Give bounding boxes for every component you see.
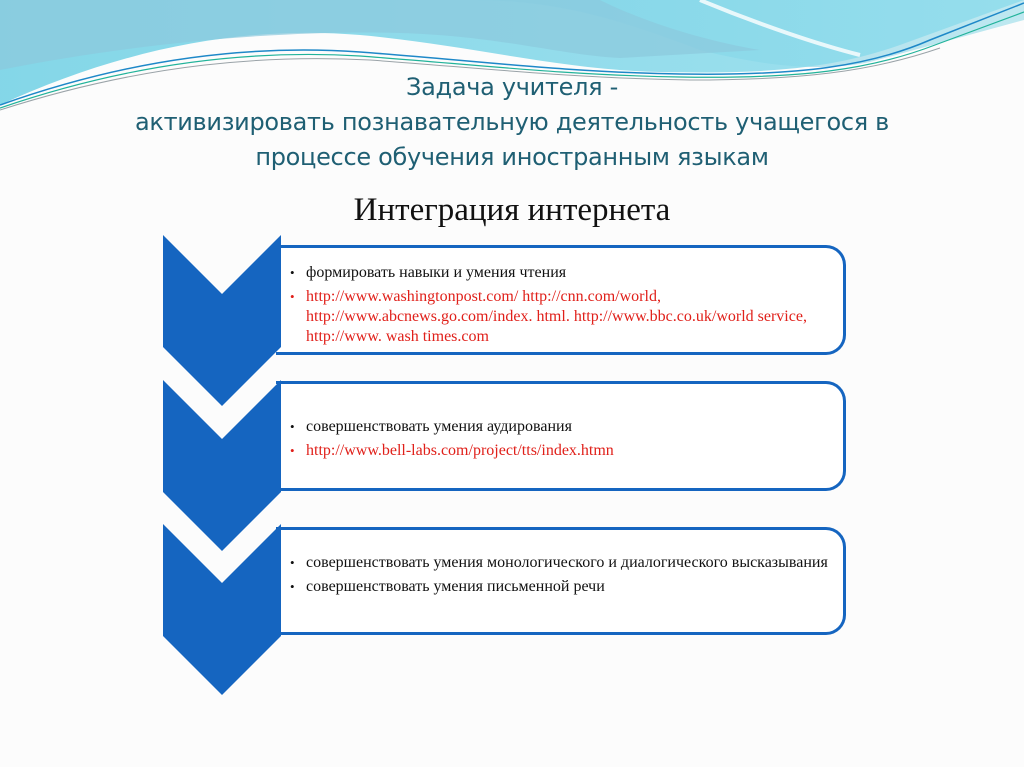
step-box-reading <box>276 245 846 355</box>
list-item-links[interactable]: • http://www.bell-labs.com/project/tts/index.htmn <box>290 441 843 461</box>
step-list <box>276 263 843 347</box>
step-box-listening <box>276 381 846 491</box>
step-list <box>276 417 843 461</box>
list-item-skill: • формировать навыки и умения чтения <box>290 263 843 283</box>
list-item-skill: • совершенствовать умения письменной речи <box>290 577 843 597</box>
step-box-speaking-writing <box>276 527 846 635</box>
chevron-down-icon <box>163 235 281 406</box>
title-line-3: процессе обучения иностранным языкам <box>255 143 769 171</box>
list-item-skill: • совершенствовать умения монологического и диалогического высказывания <box>290 553 843 573</box>
chevron-down-icon <box>163 524 281 695</box>
step-list <box>276 553 843 597</box>
slide-subtitle: Интеграция интернета <box>353 192 671 228</box>
title-line-1: Задача учителя - <box>406 73 618 101</box>
list-item-links[interactable]: • http://www.washingtonpost.com/ http://cnn.com/world, http://www.abcnews.go.com/index. html. http://www.bbc.co.uk/world service, http://www. wash times.com <box>290 287 843 347</box>
list-item-skill: • совершенствовать умения аудирования <box>290 417 843 437</box>
chevron-down-icon <box>163 380 281 551</box>
slide-title <box>0 70 1024 175</box>
title-line-2: активизировать познавательную деятельность учащегося в <box>134 108 890 136</box>
